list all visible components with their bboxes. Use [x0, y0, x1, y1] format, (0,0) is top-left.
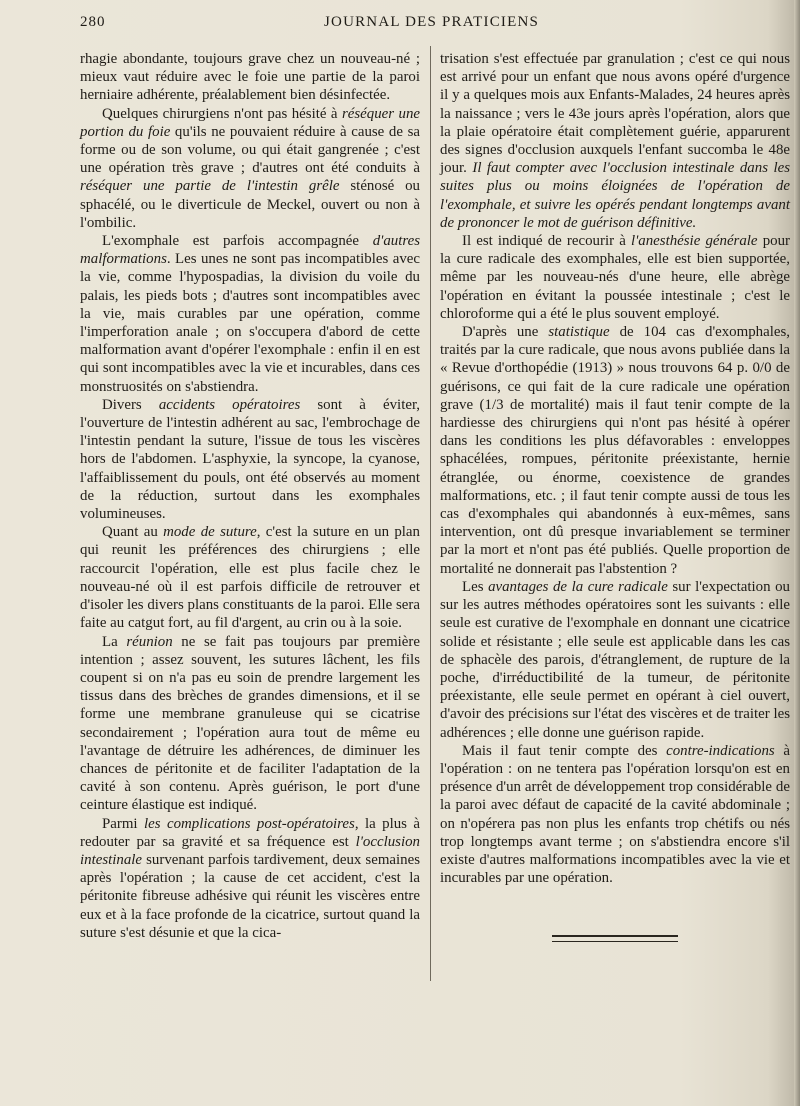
text-run: Mais il faut tenir compte des: [462, 742, 667, 759]
text-run: Divers: [102, 396, 159, 413]
italic-text: réséquer une partie de l'intestin grêle: [80, 178, 340, 195]
paragraph: [440, 742, 790, 888]
italic-text: avantages de la cure radicale: [488, 578, 668, 595]
italic-text: d'autres malformations: [80, 233, 420, 268]
italic-text: statistique: [548, 324, 610, 341]
italic-text: réséquer une portion du foie: [80, 105, 420, 140]
text-run: sur l'expectation ou sur les autres méthodes opératoires sont les suivants : elle seule est curative de l'exomphale en donnant une cicatrice solide et résistante ; elle seule est applicable dans les cas de sphacèle des parois, d'étranglement, de rupture de la poche, d'irréductibilité de la tumeur, de péritonite préexistante, elle seule permet en opérant à ciel ouvert, d'avoir des précisions sur l'état des viscères et de traiter les adhérences ; elle donne une guérison rapide.: [440, 578, 790, 741]
paragraph: [440, 323, 790, 578]
paragraph: [80, 396, 420, 523]
text-run: Les: [462, 578, 489, 595]
text-run: survenant parfois tardivement, deux semaines après l'opération ; la cause de cet accident, c'est la péritonite fibreuse adhésive qui réunit les viscères entre eux et à la face profonde de la cicatrice, surtout quand la suture s'est désunie et que la cica-: [80, 851, 420, 941]
left-column: [80, 50, 420, 942]
page-header: [80, 14, 780, 36]
text-run: La: [102, 633, 127, 650]
page-number: 280: [80, 14, 106, 30]
paragraph: [80, 815, 420, 942]
paragraph: [80, 523, 420, 632]
text-run: à l'opération : on ne tentera pas l'opération lorsqu'on est en présence d'un arrêt de développement trop considérable de la paroi avec défaut de capacité de la cavité abdominale ; on n'opérera pas non plus les enfants trop chétifs ou nés trop longtemps avant terme ; on s'abstiendra encore s'il existe d'autres malformations incompatibles avec la vie et incurables par une opération.: [440, 742, 790, 887]
italic-text: l'anesthésie générale: [630, 233, 758, 250]
paragraph: [80, 105, 420, 232]
text-run: Quant au: [102, 524, 164, 541]
italic-text: les complications post-opératoires: [144, 815, 355, 832]
text-run: Il est indiqué de recourir à: [462, 233, 631, 250]
paragraph: [440, 50, 790, 232]
paragraph: [440, 578, 790, 742]
text-run: sont à éviter, l'ouverture de l'intestin adhérent au sac, l'embrochage de l'intestin pendant la suture, l'issue de tous les viscères hors de l'abdomen. L'asphyxie, la syncope, la cyanose, l'affaiblissement du pouls, ont été observés au moment de la réduction, surtout dans les exomphales volumineuses.: [80, 396, 421, 523]
text-run: , c'est la suture en un plan qui reunit les préférences des chirurgiens ; elle raccourcit l'opération, elle est plus facile chez le nouveau-né où il est parfois difficile de retrouver et d'isoler les divers plans constituants de la paroi. Elle sera faite au catgut fort, au fil d'argent, au crin ou à la soie.: [80, 524, 420, 632]
text-run: L'exomphale est parfois accompagnée: [102, 233, 373, 250]
right-column: [440, 50, 790, 942]
text-run: qu'ils ne pouvaient réduire à cause de sa forme ou de son volume, ou qui était gangrenée ; c'est une opération très grave ; d'autres ont été conduits à: [80, 123, 420, 177]
page-edge-shadow: [794, 0, 800, 1106]
column-divider: [430, 46, 431, 981]
italic-text: accidents opératoires: [158, 396, 301, 413]
italic-text: réunion: [126, 633, 173, 650]
end-rule: [552, 935, 678, 942]
text-run: pour la cure radicale des exomphales, elle est bien supportée, même par les nouveau-nés d'une heure, elle abrège l'opération en évitant la poussée intestinale ; c'est le chloroforme qui a été le plus souvent employé.: [440, 233, 790, 322]
text-run: Parmi: [102, 815, 144, 832]
italic-text: mode de suture: [163, 524, 257, 541]
text-run: , la plus à redouter par sa gravité et sa fréquence est: [80, 815, 420, 850]
paragraph: [80, 50, 420, 105]
italic-text: l'occlusion intestinale: [80, 833, 420, 868]
text-run: . Les unes ne sont pas incompatibles avec la vie, comme l'hypospadias, la division du voile du palais, les pieds bots ; d'autres sont incompatibles avec la vie, mais curables par une opération, comme l'imperforation anale ; on s'occupera d'abord de cette malformation avant d'opérer l'exomphale : enfin il en est qui sont incompatibles avec la vie et incurables, dans ces monstruosités on s'abstiendra.: [80, 251, 420, 395]
paragraph: [80, 232, 420, 396]
italic-text: contre-indications: [666, 742, 775, 759]
text-run: D'après une: [462, 324, 549, 341]
text-run: rhagie abondante, toujours grave chez un nouveau-né ; mieux vaut réduire avec le foie une partie de la paroi herniaire adhérente, préalablement bien désinfectée.: [80, 51, 420, 104]
paragraph: [440, 232, 790, 323]
text-run: sténosé ou sphacélé, ou le diverticule de Meckel, ouvert ou non à l'ombilic.: [80, 178, 421, 231]
text-run: Quelques chirurgiens n'ont pas hésité à: [102, 105, 342, 122]
running-title: JOURNAL DES PRATICIENS: [324, 14, 540, 30]
paragraph: [80, 633, 420, 815]
text-run: trisation s'est effectuée par granulation ; c'est ce qui nous est arrivé pour un enfant que nous avons opéré d'urgence il y a quelques mois aux Enfants-Malades, 24 heures après la naissance ; vers le 43e jours après l'opération, alors que la plaie opératoire était complètement guérie, apparurent des signes d'occlusion auxquels l'enfant succomba le 48e jour.: [440, 51, 790, 177]
text-run: de 104 cas d'exomphales, traités par la cure radicale, que nous avons publiée dans la « Revue d'orthopédie (1913) » nous trouvons 64 p. 0/0 de guérisons, ce qui fait de la cure radicale une opération grave (1/3 de mortalité) mais il faut tenir compte de la hardiesse des chirurgiens qui n'ont pas hésité à opérer dans les conditions les plus défavorables : enveloppes sphacélées, rompues, péritonite préexistante, hernie étranglée, ou énorme, coexistence de grandes malformations, etc. ; il faut tenir compte aussi de tous les cas d'exomphales qui abandonnés à eux-mêmes, sans intervention, ont dû presque invariablement se terminer par la mort et n'ont pas été publiés. Quelle proportion de mortalité ne donnerait pas l'abstention ?: [440, 324, 790, 577]
italic-text: Il faut compter avec l'occlusion intestinale dans les suites plus ou moins éloignées de l'opération de l'exomphale, et suivre les opérés pendant longtemps avant de prononcer le mot de guérison définitive.: [440, 160, 790, 231]
text-run: ne se fait pas toujours par première intention ; assez souvent, les sutures lâchent, les fils coupent si on n'a pas eu soin de prendre largement les tissus dans des brèches de grandes dimensions, et il se forme une membrane granuleuse qui se cicatrise secondairement ; l'opération aura tout de même eu l'avantage de détruire les adhérences, de diminuer les chances de péritonite et de faciliter l'adaptation de la cavité à son contenu. Après guérison, le port d'une ceinture élastique est indiqué.: [80, 633, 420, 814]
